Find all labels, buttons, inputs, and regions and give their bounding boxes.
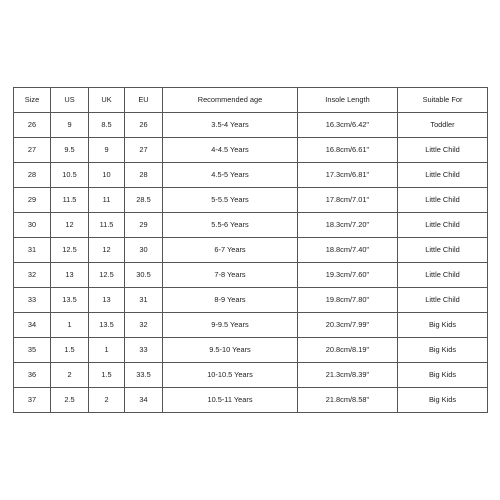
age-cell: 6-7 Years — [163, 238, 298, 263]
header-eu: EU — [125, 88, 163, 113]
suitable-for-cell: Big Kids — [398, 313, 488, 338]
insole-length-cell: 18.8cm/7.40'' — [298, 238, 398, 263]
age-cell: 3.5-4 Years — [163, 113, 298, 138]
uk-cell: 9 — [89, 138, 125, 163]
age-cell: 5-5.5 Years — [163, 188, 298, 213]
age-cell: 10-10.5 Years — [163, 363, 298, 388]
table-row — [14, 188, 488, 213]
suitable-for-cell: Little Child — [398, 238, 488, 263]
header-suitable-for: Suitable For — [398, 88, 488, 113]
suitable-for-cell: Little Child — [398, 163, 488, 188]
us-cell: 9.5 — [51, 138, 89, 163]
size-cell: 26 — [14, 113, 51, 138]
us-cell: 1 — [51, 313, 89, 338]
header-size: Size — [14, 88, 51, 113]
header-us: US — [51, 88, 89, 113]
size-cell: 29 — [14, 188, 51, 213]
eu-cell: 30 — [125, 238, 163, 263]
uk-cell: 11 — [89, 188, 125, 213]
table-row — [14, 288, 488, 313]
insole-length-cell: 17.8cm/7.01'' — [298, 188, 398, 213]
insole-length-cell: 17.3cm/6.81'' — [298, 163, 398, 188]
us-cell: 2.5 — [51, 388, 89, 413]
eu-cell: 29 — [125, 213, 163, 238]
uk-cell: 13 — [89, 288, 125, 313]
insole-length-cell: 16.8cm/6.61'' — [298, 138, 398, 163]
suitable-for-cell: Big Kids — [398, 363, 488, 388]
age-cell: 4.5-5 Years — [163, 163, 298, 188]
header-uk: UK — [89, 88, 125, 113]
table-row — [14, 338, 488, 363]
insole-length-cell: 21.8cm/8.58'' — [298, 388, 398, 413]
eu-cell: 26 — [125, 113, 163, 138]
table-row — [14, 113, 488, 138]
table-row — [14, 238, 488, 263]
eu-cell: 28 — [125, 163, 163, 188]
size-cell: 33 — [14, 288, 51, 313]
size-cell: 30 — [14, 213, 51, 238]
table-row — [14, 388, 488, 413]
eu-cell: 33 — [125, 338, 163, 363]
size-cell: 28 — [14, 163, 51, 188]
size-cell: 34 — [14, 313, 51, 338]
uk-cell: 10 — [89, 163, 125, 188]
size-cell: 32 — [14, 263, 51, 288]
age-cell: 5.5-6 Years — [163, 213, 298, 238]
suitable-for-cell: Little Child — [398, 188, 488, 213]
size-cell: 31 — [14, 238, 51, 263]
us-cell: 10.5 — [51, 163, 89, 188]
eu-cell: 31 — [125, 288, 163, 313]
eu-cell: 30.5 — [125, 263, 163, 288]
header-recommended-age: Recommended age — [163, 88, 298, 113]
uk-cell: 12 — [89, 238, 125, 263]
insole-length-cell: 19.3cm/7.60'' — [298, 263, 398, 288]
us-cell: 13.5 — [51, 288, 89, 313]
insole-length-cell: 20.3cm/7.99'' — [298, 313, 398, 338]
us-cell: 13 — [51, 263, 89, 288]
age-cell: 4-4.5 Years — [163, 138, 298, 163]
eu-cell: 28.5 — [125, 188, 163, 213]
age-cell: 10.5-11 Years — [163, 388, 298, 413]
uk-cell: 1.5 — [89, 363, 125, 388]
eu-cell: 33.5 — [125, 363, 163, 388]
table-row — [14, 363, 488, 388]
uk-cell: 11.5 — [89, 213, 125, 238]
age-cell: 9-9.5 Years — [163, 313, 298, 338]
insole-length-cell: 21.3cm/8.39'' — [298, 363, 398, 388]
size-cell: 27 — [14, 138, 51, 163]
table-body — [14, 113, 488, 413]
suitable-for-cell: Little Child — [398, 213, 488, 238]
table-row — [14, 263, 488, 288]
header-row — [14, 88, 488, 113]
suitable-for-cell: Toddler — [398, 113, 488, 138]
uk-cell: 2 — [89, 388, 125, 413]
size-chart-table — [13, 87, 488, 413]
uk-cell: 13.5 — [89, 313, 125, 338]
table-row — [14, 313, 488, 338]
us-cell: 11.5 — [51, 188, 89, 213]
table-row — [14, 138, 488, 163]
size-cell: 36 — [14, 363, 51, 388]
suitable-for-cell: Little Child — [398, 138, 488, 163]
age-cell: 7-8 Years — [163, 263, 298, 288]
age-cell: 9.5-10 Years — [163, 338, 298, 363]
eu-cell: 27 — [125, 138, 163, 163]
header-insole-length: Insole Length — [298, 88, 398, 113]
suitable-for-cell: Little Child — [398, 288, 488, 313]
eu-cell: 32 — [125, 313, 163, 338]
suitable-for-cell: Big Kids — [398, 388, 488, 413]
us-cell: 12 — [51, 213, 89, 238]
eu-cell: 34 — [125, 388, 163, 413]
table-row — [14, 213, 488, 238]
us-cell: 2 — [51, 363, 89, 388]
insole-length-cell: 16.3cm/6.42'' — [298, 113, 398, 138]
suitable-for-cell: Little Child — [398, 263, 488, 288]
table-row — [14, 163, 488, 188]
insole-length-cell: 19.8cm/7.80'' — [298, 288, 398, 313]
us-cell: 1.5 — [51, 338, 89, 363]
us-cell: 9 — [51, 113, 89, 138]
size-cell: 37 — [14, 388, 51, 413]
uk-cell: 1 — [89, 338, 125, 363]
us-cell: 12.5 — [51, 238, 89, 263]
size-cell: 35 — [14, 338, 51, 363]
age-cell: 8-9 Years — [163, 288, 298, 313]
suitable-for-cell: Big Kids — [398, 338, 488, 363]
uk-cell: 12.5 — [89, 263, 125, 288]
insole-length-cell: 20.8cm/8.19'' — [298, 338, 398, 363]
insole-length-cell: 18.3cm/7.20'' — [298, 213, 398, 238]
uk-cell: 8.5 — [89, 113, 125, 138]
